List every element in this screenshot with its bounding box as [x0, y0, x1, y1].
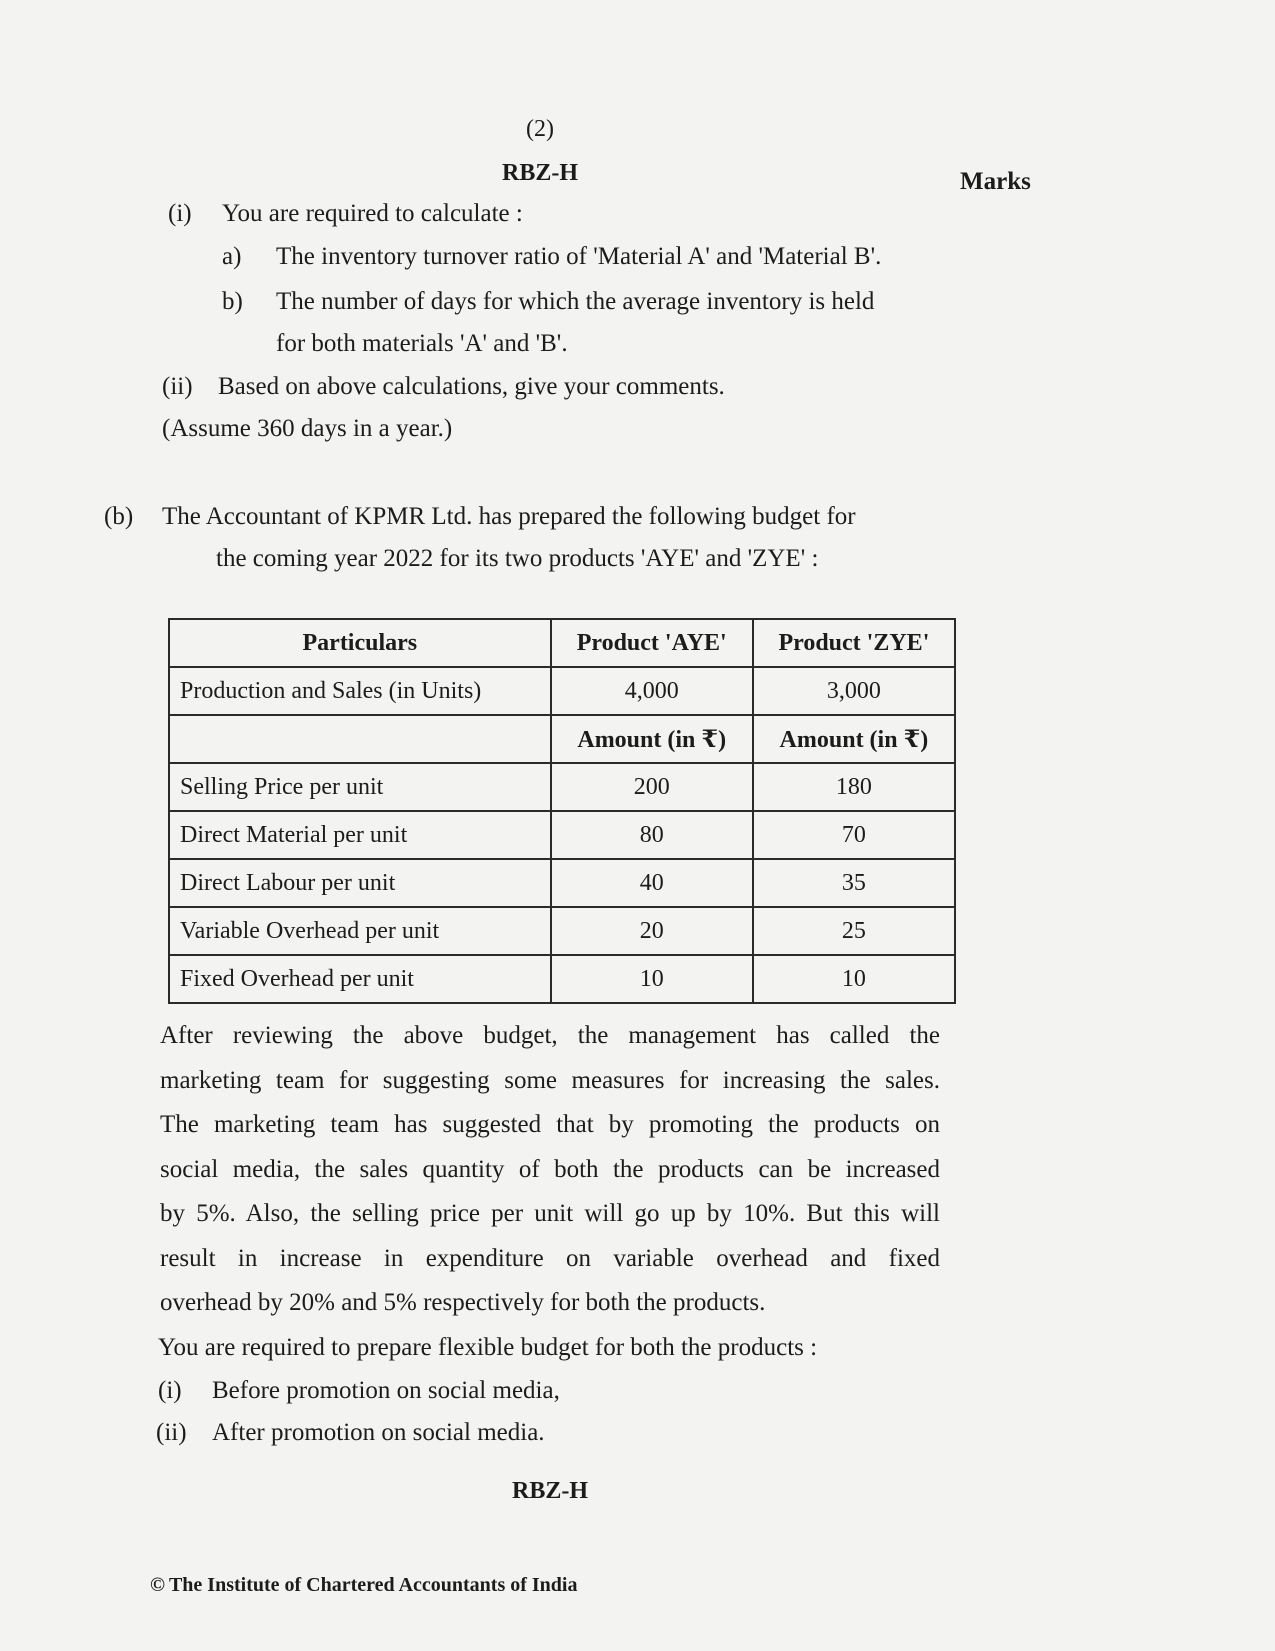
table-row	[169, 859, 955, 907]
budget-table	[168, 618, 956, 1004]
row-label: Selling Price per unit	[169, 763, 551, 811]
amount-header-row	[169, 715, 955, 763]
cell-zye: 25	[753, 907, 955, 955]
item-a-label: a)	[222, 243, 242, 270]
header-particulars: Particulars	[169, 619, 551, 667]
table-row	[169, 763, 955, 811]
table-row	[169, 955, 955, 1003]
item-a-text: The inventory turnover ratio of 'Material A' and 'Material B'.	[276, 243, 882, 270]
part-i-label: (i)	[168, 200, 192, 227]
amount-header-aye: Amount (in ₹)	[551, 715, 753, 763]
table-header-row	[169, 619, 955, 667]
page-number: (2)	[526, 116, 554, 142]
part-i-intro: You are required to calculate :	[222, 200, 523, 227]
cell-aye: 10	[551, 955, 753, 1003]
cell-aye: 40	[551, 859, 753, 907]
table-row	[169, 811, 955, 859]
row-label: Variable Overhead per unit	[169, 907, 551, 955]
requirement-ii-label: (ii)	[156, 1419, 187, 1446]
empty-cell	[169, 715, 551, 763]
requirement-i-text: Before promotion on social media,	[212, 1377, 560, 1404]
cell-aye: 20	[551, 907, 753, 955]
paper-code-header: RBZ-H	[501, 160, 578, 186]
cell-zye: 180	[753, 763, 955, 811]
table-row	[169, 907, 955, 955]
part-b-label: (b)	[104, 503, 134, 530]
requirement-text: You are required to prepare flexible budget for both the products :	[158, 1334, 818, 1361]
cell-zye: 70	[753, 811, 955, 859]
cell-zye: 3,000	[753, 667, 955, 715]
cell-zye: 10	[753, 955, 955, 1003]
table-row	[169, 667, 955, 715]
paper-code-footer: RBZ-H	[511, 1478, 588, 1504]
paragraph-line: overhead by 20% and 5% respectively for both the products.	[160, 1289, 766, 1316]
header-product-zye: Product 'ZYE'	[753, 619, 955, 667]
paragraph-line: marketing team for suggesting some measures for increasing the sales.	[160, 1066, 940, 1094]
header-product-aye: Product 'AYE'	[551, 619, 753, 667]
paragraph-line: social media, the sales quantity of both the products can be increased	[160, 1155, 940, 1183]
cell-zye: 35	[753, 859, 955, 907]
part-b-line1: The Accountant of KPMR Ltd. has prepared the following budget for	[162, 503, 856, 530]
requirement-i-label: (i)	[158, 1377, 182, 1404]
paragraph-line: After reviewing the above budget, the management has called the	[160, 1022, 940, 1049]
row-label: Direct Labour per unit	[169, 859, 551, 907]
row-label: Fixed Overhead per unit	[169, 955, 551, 1003]
item-b-text: The number of days for which the average inventory is held	[276, 288, 875, 315]
paragraph-line: by 5%. Also, the selling price per unit will go up by 10%. But this will	[160, 1200, 940, 1227]
paragraph-line: result in increase in expenditure on variable overhead and fixed	[160, 1244, 940, 1272]
item-b-label: b)	[222, 288, 243, 315]
row-label: Production and Sales (in Units)	[169, 667, 551, 715]
amount-header-zye: Amount (in ₹)	[753, 715, 955, 763]
copyright-symbol: ©	[150, 1574, 165, 1596]
copyright-notice	[150, 1574, 578, 1597]
cell-aye: 4,000	[551, 667, 753, 715]
part-ii-text: Based on above calculations, give your comments.	[218, 373, 725, 400]
requirement-ii-text: After promotion on social media.	[212, 1419, 545, 1446]
item-b-text-continued: for both materials 'A' and 'B'.	[276, 330, 568, 357]
assumption-note: (Assume 360 days in a year.)	[162, 415, 453, 442]
cell-aye: 80	[551, 811, 753, 859]
row-label: Direct Material per unit	[169, 811, 551, 859]
copyright-text: The Institute of Chartered Accountants of India	[168, 1574, 578, 1596]
scenario-paragraph	[160, 1014, 940, 1326]
part-b-line2: the coming year 2022 for its two products 'AYE' and 'ZYE' :	[216, 545, 819, 572]
cell-aye: 200	[551, 763, 753, 811]
paragraph-line: The marketing team has suggested that by promoting the products on	[160, 1111, 940, 1138]
marks-label: Marks	[960, 168, 1031, 195]
part-ii-label: (ii)	[162, 373, 193, 400]
